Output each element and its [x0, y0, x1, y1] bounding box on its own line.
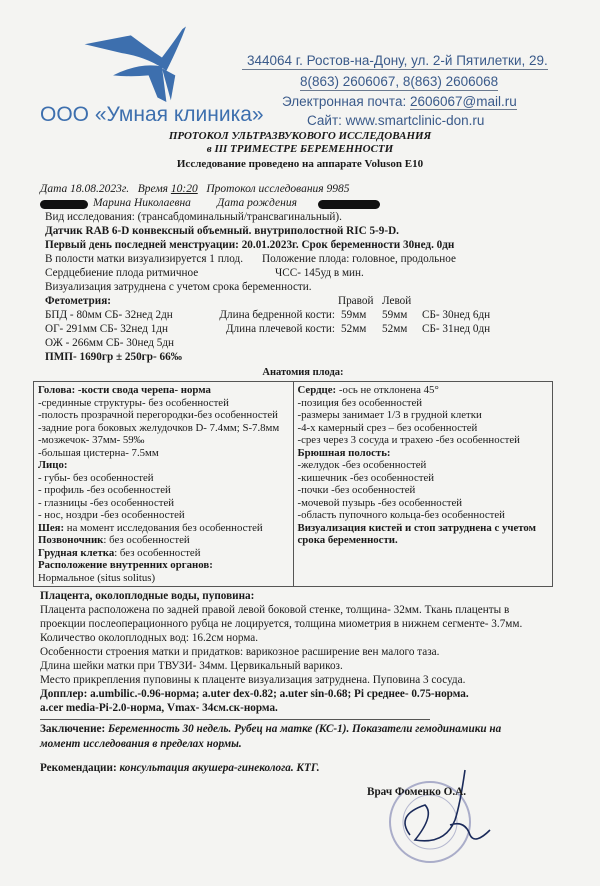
anatomy-item-text: -мозжечок- 37мм- 59‰ — [38, 434, 145, 446]
anatomy-item-text: -почки -без особенностей — [297, 484, 416, 496]
site-label: Сайт: — [307, 113, 342, 128]
anatomy-item — [38, 397, 289, 410]
anatomy-item — [38, 409, 289, 422]
femur-label: Длина бедренной кости: — [219, 309, 335, 321]
redaction-surname — [40, 200, 88, 209]
anatomy-item-heading: Шея: — [38, 521, 65, 534]
divider — [40, 719, 430, 720]
anatomy-item — [298, 434, 549, 447]
anatomy-item — [298, 447, 549, 460]
recommendations-label: Рекомендации: — [40, 762, 117, 774]
exam-time: 10:20 — [170, 183, 198, 195]
anatomy-item — [38, 572, 289, 585]
anatomy-item-text: -размеры занимает 1/3 в грудной клетки — [297, 409, 482, 421]
placenta-line: Количество околоплодных вод: 16.2см норма. — [40, 632, 259, 644]
conclusion — [40, 722, 573, 752]
conclusion-text-2: момент исследования в пределах нормы. — [40, 738, 242, 750]
femur-right: 59мм — [341, 309, 367, 321]
clinic-email[interactable]: 2606067@mail.ru — [410, 94, 517, 109]
anatomy-item-text: Нормальное (situs solitus) — [38, 571, 156, 584]
clinic-logo-bird — [70, 22, 205, 102]
femur-ga: СБ- 30нед 6дн — [422, 309, 491, 321]
doppler-line: a.cer media-Pi-2.0-норма, Vmax- 34см.ск-норма. — [40, 702, 278, 714]
anatomy-item-text: -большая цистерна- 7.5мм — [38, 446, 159, 459]
anatomy-item-heading: срока беременности. — [297, 534, 398, 546]
anatomy-item — [298, 509, 549, 522]
anatomy-item-heading: Расположение внутренних органов: — [38, 559, 213, 571]
anatomy-item — [298, 384, 549, 397]
clinic-email-row — [282, 94, 517, 109]
time-label: Время — [137, 183, 169, 195]
placenta-title: Плацента, околоплодные воды, пуповина: — [40, 590, 255, 602]
humerus-label: Длина плечевой кости: — [225, 323, 335, 335]
anatomy-left-column — [34, 382, 293, 586]
anatomy-item — [298, 397, 549, 410]
placenta-line: Длина шейки матки при ТВУЗИ- 34мм. Цервикальный варикоз. — [40, 660, 343, 672]
anatomy-item-heading: Лицо: — [38, 459, 68, 471]
anatomy-item-text: -полость прозрачной перегородки-без особенностей — [38, 409, 278, 421]
placenta-section — [40, 589, 573, 715]
fetus-count: В полости матки визуализируется 1 плод. — [45, 253, 244, 265]
anatomy-item-heading: Брюшная полость: — [297, 446, 391, 459]
anatomy-item — [298, 497, 549, 510]
placenta-line: проекции послеоперационного рубца не лоцируется, толщина миометрия в нижнем сегменте- 3.7мм. — [40, 618, 523, 630]
anatomy-item-heading: Голова: — [38, 384, 76, 396]
anatomy-item-text: -желудок -без особенностей — [297, 459, 427, 471]
heartbeat: Сердцебиение плода ритмичное — [45, 267, 199, 279]
anatomy-item — [38, 559, 289, 572]
anatomy-item-text: -ось не отклонена 45° — [336, 384, 439, 396]
anatomy-item — [38, 459, 289, 472]
anatomy-table — [33, 381, 553, 587]
anatomy-item — [298, 484, 549, 497]
protocol-title: ПРОТОКОЛ УЛЬТРАЗВУКОВОГО ИССЛЕДОВАНИЯ — [168, 130, 432, 142]
anatomy-item-text: -срединные структуры- без особенностей — [38, 396, 229, 409]
clinic-phones: 8(863) 2606067, 8(863) 2606068 — [300, 74, 499, 89]
doctor-stamp-signature — [375, 765, 505, 875]
anatomy-item-heading: Грудная клетка — [38, 546, 115, 559]
anatomy-item — [38, 497, 289, 510]
anatomy-item — [298, 472, 549, 485]
patient-name: Марина Николаевна — [93, 197, 191, 209]
anatomy-item — [298, 409, 549, 422]
fetometry-title: Фетометрия: — [45, 295, 111, 307]
femur-left: 59мм — [382, 309, 408, 321]
heart-rate: ЧСС- 145уд в мин. — [275, 267, 364, 279]
anatomy-item-text: - профиль -без особенностей — [38, 484, 171, 496]
anatomy-item-text: : без особенностей — [114, 546, 201, 559]
visualization-note: Визуализация затруднена с учетом срока беременности. — [45, 281, 312, 293]
anatomy-item — [38, 484, 289, 497]
anatomy-item — [38, 547, 289, 560]
anatomy-item-text: - глазницы -без особенностей — [38, 496, 175, 509]
efw: ПМП- 1690гр ± 250гр- 66‰ — [45, 351, 182, 363]
humerus-ga: СБ- 31нед 0дн — [422, 323, 491, 335]
recommendations-text: консультация акушера-гинеколога. КТГ. — [119, 762, 320, 774]
anatomy-item — [298, 459, 549, 472]
anatomy-item — [38, 447, 289, 460]
anatomy-item-text: -кости свода черепа- норма — [75, 384, 211, 396]
anatomy-item-text: -4-х камерный срез – без особенностей — [297, 421, 478, 434]
sensor: Датчик RAB 6-D конвексный объемный. внутриполостной RIC 5-9-D. — [45, 225, 399, 237]
exam-date: Дата 18.08.2023г. — [40, 183, 130, 195]
protocol-number: Протокол исследования 9985 — [206, 183, 350, 195]
anatomy-item — [298, 522, 549, 535]
anatomy-item-text: -позиция без особенностей — [297, 396, 423, 409]
anatomy-item-text: -кишечник -без особенностей — [297, 471, 435, 484]
anatomy-item-text: - нос, ноздри -без особенностей — [38, 509, 185, 521]
anatomy-item — [38, 522, 289, 535]
conclusion-text: Беременность 30 недель. Рубец на матке (КС-1). Показатели гемодинамики на — [108, 723, 502, 735]
fetus-position: Положение плода: головное, продольное — [262, 253, 456, 265]
hc: ОГ- 291мм СБ- 32нед 1дн — [45, 323, 168, 335]
anatomy-item — [298, 422, 549, 435]
report-body — [33, 356, 573, 775]
anatomy-item — [38, 472, 289, 485]
humerus-left: 52мм — [382, 323, 408, 335]
placenta-line: Место прикрепления пуповины к плаценте визуализация затруднена. Пуповина 3 сосуда. — [40, 674, 466, 686]
anatomy-item — [38, 509, 289, 522]
anatomy-item-heading: Визуализация кистей и стоп затруднена с учетом — [297, 521, 536, 534]
clinic-address: 344064 г. Ростов-на-Дону, ул. 2-й Пятилетки, 29. — [242, 53, 548, 70]
anatomy-title: Анатомия плода: — [262, 367, 344, 378]
clinic-site-row — [307, 113, 484, 128]
ac: ОЖ - 266мм СБ- 30нед 5дн — [45, 337, 175, 349]
conclusion-label: Заключение: — [40, 723, 106, 735]
lmp-line: Первый день последней менструации: 20.01.2023г. Срок беременности 30нед. 0дн — [45, 239, 455, 251]
anatomy-item — [298, 534, 549, 547]
anatomy-item-text: : без особенностей — [103, 534, 190, 546]
redaction-birthdate — [318, 200, 380, 209]
anatomy-right-column — [293, 382, 553, 586]
anatomy-item-text: на момент исследования без особенностей — [64, 521, 263, 534]
anatomy-item-heading: Сердце: — [297, 384, 337, 396]
anatomy-item-text: - губы- без особенностей — [38, 471, 154, 484]
device-line: Исследование проведено на аппарате Voluson E10 — [176, 158, 424, 170]
anatomy-item-heading: Позвоночник — [38, 534, 104, 546]
protocol-subtitle: в III ТРИМЕСТРЕ БЕРЕМЕННОСТИ — [206, 143, 394, 155]
doppler-line: Допплер: a.umbilic.-0.96-норма; a.uter dex-0.82; a.uter sin-0.68; Pi среднее- 0.75-норма. — [40, 688, 469, 700]
email-label: Электронная почта: — [282, 94, 407, 109]
anatomy-item — [38, 434, 289, 447]
col-right: Правой — [338, 295, 374, 307]
humerus-right: 52мм — [341, 323, 367, 335]
anatomy-item-text: -область пупочного кольца-без особенностей — [297, 509, 505, 521]
bpd: БПД - 80мм СБ- 32нед 2дн — [45, 309, 173, 321]
placenta-line: Особенности строения матки и придатков: варикозное расширение вен малого таза. — [40, 646, 440, 658]
anatomy-item-text: -мочевой пузырь -без особенностей — [297, 496, 463, 509]
clinic-site[interactable]: www.smartclinic-don.ru — [345, 113, 485, 128]
anatomy-item — [38, 384, 289, 397]
exam-type: Вид исследования: (трансабдоминальный/трансвагинальный). — [45, 211, 342, 223]
clinic-name: ООО «Умная клиника» — [40, 103, 264, 126]
birth-date-label: Дата рождения — [217, 197, 297, 209]
col-left: Левой — [382, 295, 412, 307]
anatomy-item — [38, 534, 289, 547]
doctor-name: Врач Фоменко О.А. — [367, 786, 467, 798]
anatomy-item-text: -задние рога боковых желудочков D- 7.4мм; S-7.8мм — [38, 421, 280, 434]
exam-date-line — [40, 183, 350, 196]
placenta-line: Плацента расположена по задней правой левой боковой стенке, толщина- 32мм. Ткань плаценты в — [40, 604, 510, 616]
anatomy-item — [38, 422, 289, 435]
anatomy-item-text: -срез через 3 сосуда и трахею -без особенностей — [297, 434, 520, 446]
